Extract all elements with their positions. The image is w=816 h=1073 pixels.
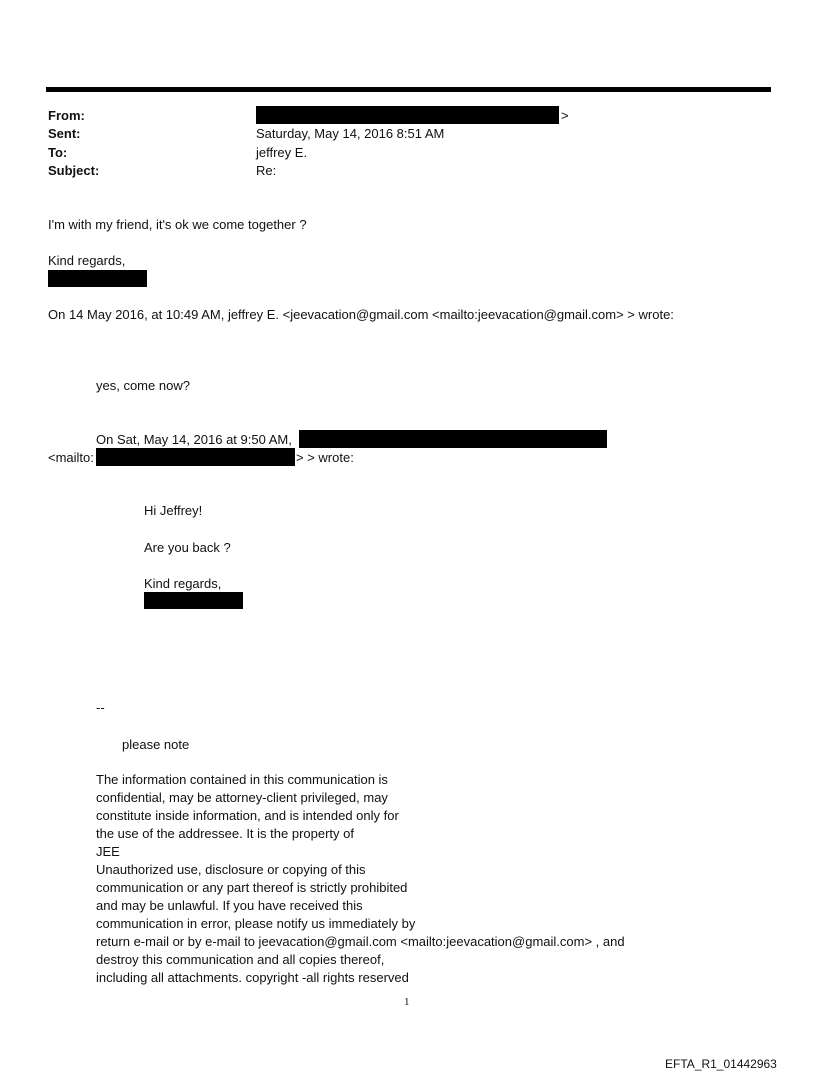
- disclaimer-line: and may be unlawful. If you have received this: [96, 898, 363, 913]
- disclaimer-line: return e-mail or by e-mail to jeevacation@gmail.com <mailto:jeevacation@gmail.com> , and: [96, 934, 625, 949]
- disclaimer-line: JEE: [96, 844, 120, 859]
- message-body: I'm with my friend, it's ok we come together ?: [48, 217, 307, 232]
- subject-label: Subject:: [48, 163, 100, 178]
- note-title: please note: [122, 737, 190, 752]
- sent-label: Sent:: [48, 126, 81, 141]
- subject-value: Re:: [256, 163, 277, 178]
- quote2-wrote: > > wrote:: [296, 450, 354, 465]
- from-redaction: [256, 106, 559, 124]
- quote2-mailto-prefix: <mailto:: [48, 450, 94, 465]
- quote2-mailto-redaction: [96, 448, 295, 466]
- document-id: EFTA_R1_01442963: [665, 1057, 777, 1071]
- quote2-sender-redaction: [299, 430, 607, 448]
- message-closing: Kind regards,: [48, 253, 126, 268]
- disclaimer-line: confidential, may be attorney-client privileged, may: [96, 790, 388, 805]
- quote1-attribution: On 14 May 2016, at 10:49 AM, jeffrey E. <jeevacation@gmail.com <mailto:jeevacation@gmail.com> > wrote:: [48, 307, 674, 322]
- header-rule: [46, 87, 771, 92]
- sent-value: Saturday, May 14, 2016 8:51 AM: [256, 126, 445, 141]
- quote2-closing: Kind regards,: [144, 576, 222, 591]
- disclaimer-line: including all attachments. copyright -all rights reserved: [96, 970, 409, 985]
- from-label: From:: [48, 108, 85, 123]
- disclaimer-line: constitute inside information, and is intended only for: [96, 808, 399, 823]
- to-label: To:: [48, 145, 68, 160]
- disclaimer-line: the use of the addressee. It is the property of: [96, 826, 354, 841]
- disclaimer-line: The information contained in this communication is: [96, 772, 388, 787]
- quote1-body: yes, come now?: [96, 378, 190, 393]
- to-value: jeffrey E.: [256, 145, 308, 160]
- signature-redaction: [48, 270, 147, 287]
- quote2-attribution: On Sat, May 14, 2016 at 9:50 AM,: [96, 432, 292, 447]
- disclaimer-line: communication or any part thereof is strictly prohibited: [96, 880, 408, 895]
- disclaimer-line: destroy this communication and all copies thereof,: [96, 952, 385, 967]
- signature-separator: --: [96, 700, 105, 715]
- quote2-greeting: Hi Jeffrey!: [144, 503, 203, 518]
- quote2-question: Are you back ?: [144, 540, 231, 555]
- disclaimer-line: Unauthorized use, disclosure or copying of this: [96, 862, 366, 877]
- page-number: 1: [404, 996, 410, 1008]
- quote2-signature-redaction: [144, 592, 243, 609]
- from-suffix: >: [561, 108, 569, 123]
- disclaimer-block: [96, 771, 625, 987]
- disclaimer-line: communication in error, please notify us immediately by: [96, 916, 416, 931]
